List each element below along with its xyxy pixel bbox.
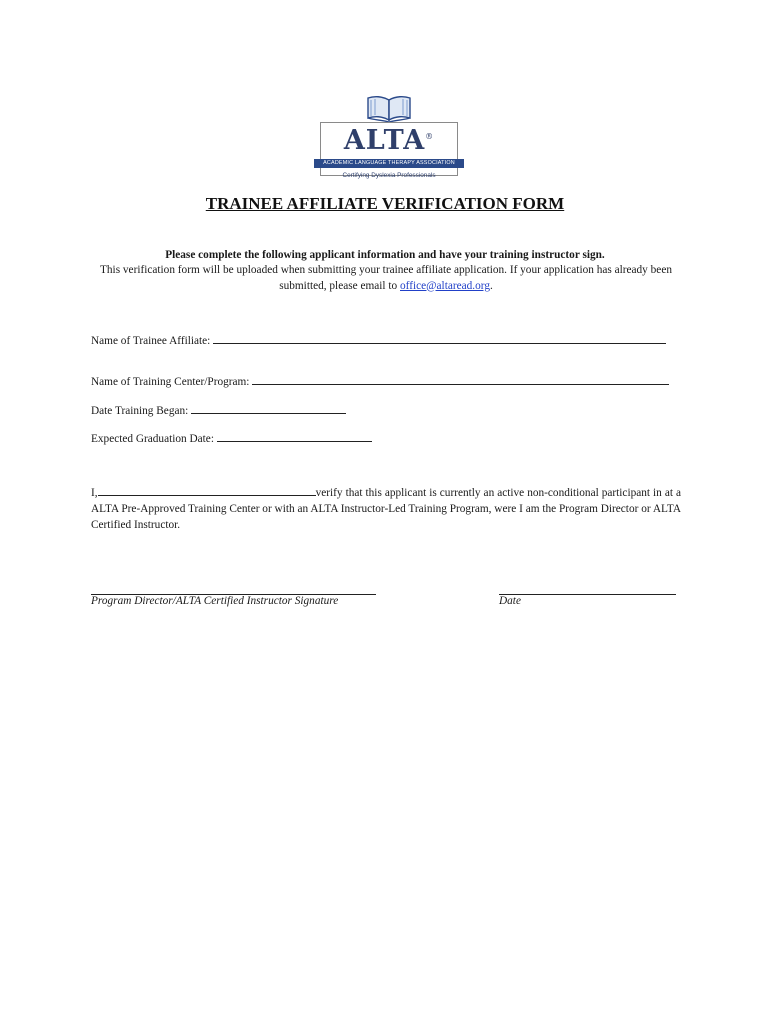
trainee-name-field bbox=[91, 332, 666, 347]
instruction-bold: Please complete the following applicant information and have your training instructor sign. bbox=[165, 249, 605, 261]
date-began-field bbox=[91, 402, 346, 417]
trainee-name-label: Name of Trainee Affiliate: bbox=[91, 335, 211, 347]
signature-label: Program Director/ALTA Certified Instructor Signature bbox=[91, 595, 339, 607]
training-center-field bbox=[91, 373, 669, 388]
email-link[interactable]: office@altaread.org bbox=[400, 279, 490, 292]
instruction-text: This verification form will be uploaded when submitting your trainee affiliate application. If your application has already been submitted, please email to office@altaread.org. bbox=[100, 264, 672, 292]
training-center-input[interactable] bbox=[252, 373, 669, 385]
form-title: TRAINEE AFFILIATE VERIFICATION FORM bbox=[205, 194, 565, 213]
open-book-icon bbox=[366, 94, 412, 124]
instructor-name-input[interactable] bbox=[98, 484, 316, 496]
logo-band: ACADEMIC LANGUAGE THERAPY ASSOCIATION bbox=[314, 159, 464, 168]
date-began-label: Date Training Began: bbox=[91, 405, 189, 417]
logo-wordmark: ALTA® bbox=[343, 125, 435, 156]
verification-statement: I, verify that this applicant is currently an active non-conditional participant in at a ALTA Pre-Approved Training Center or with an ALTA Instructor-Led Training Program, were I am the Program Director or ALTA Certified Instructor. bbox=[91, 484, 681, 533]
graduation-label: Expected Graduation Date: bbox=[91, 433, 214, 445]
graduation-field bbox=[91, 430, 372, 445]
date-line[interactable] bbox=[499, 594, 676, 595]
alta-logo bbox=[314, 94, 464, 186]
training-center-label: Name of Training Center/Program: bbox=[91, 376, 250, 388]
logo-tagline: Certifying Dyslexia Professionals bbox=[342, 172, 436, 179]
date-label: Date bbox=[499, 595, 521, 607]
date-began-input[interactable] bbox=[191, 402, 346, 414]
trainee-name-input[interactable] bbox=[213, 332, 666, 344]
graduation-input[interactable] bbox=[217, 430, 372, 442]
